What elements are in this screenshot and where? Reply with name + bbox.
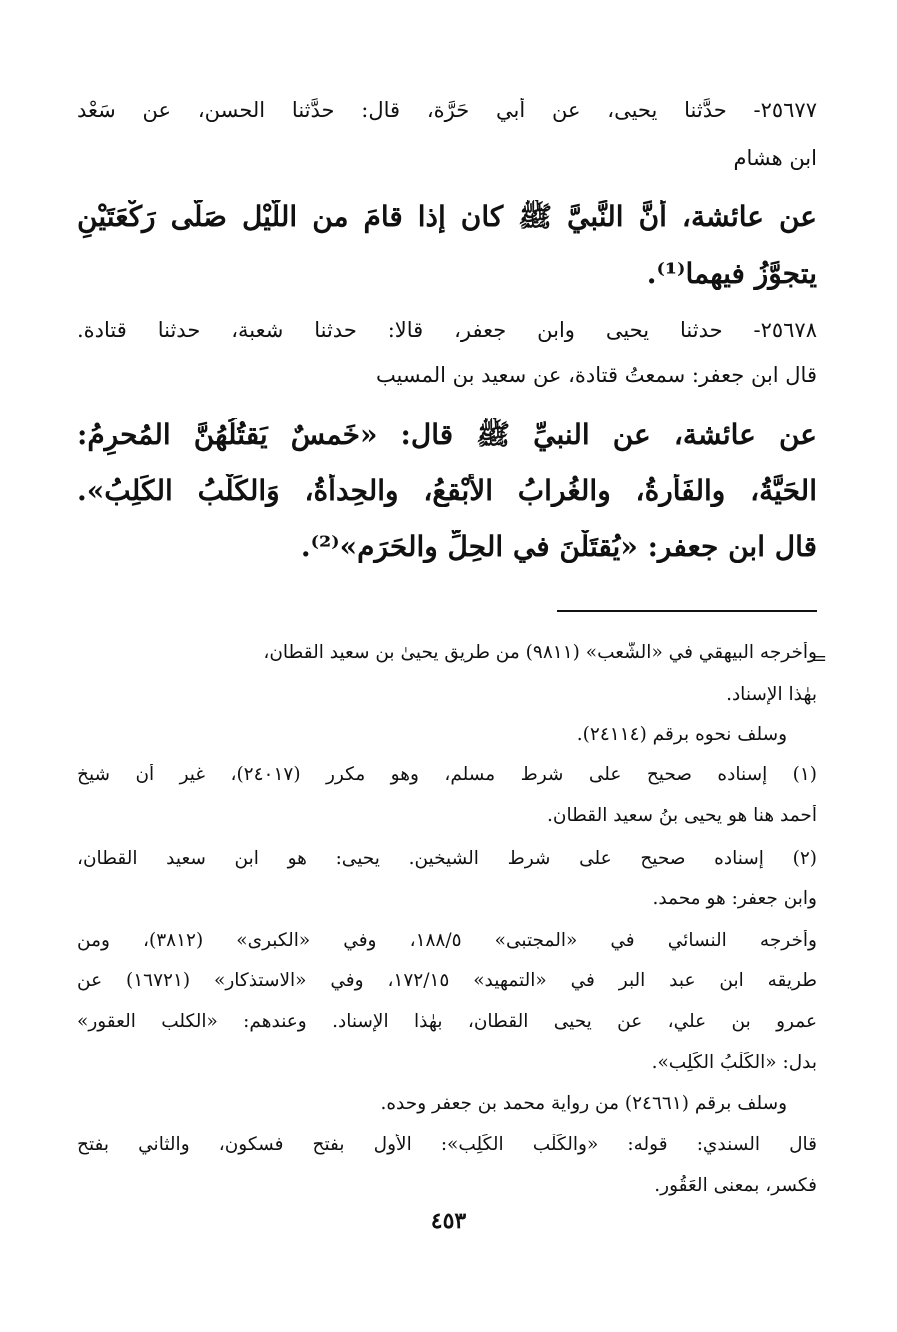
hadith-2-isnad-line-2: قال ابن جعفر: سمعتُ قتادة، عن سعيد بن المسيب [375,363,817,387]
footnote-line: (١) إسناده صحيح على شرط مسلم، وهو مكرر (٢٤٠١٧)، غير أن شيخ [77,764,817,785]
page-number: ٤٥٣ [430,1208,467,1234]
hadith-2-matn-line-1: عن عائشة، عن النبيِّ ﷺ قال: «خَمسٌ يَقتُلُهُنَّ المُحرِمُ: [77,418,817,451]
hadith-1-matn-line-2: يتجوَّزُ فيهما⁽¹⁾. [646,257,817,290]
footnote-line: وأخرجه النسائي في «المجتبى» ١٨٨/٥، وفي «الكبرى» (٣٨١٢)، ومن [77,930,817,951]
footnote-line: (٢) إسناده صحيح على شرط الشيخين. يحيى: هو ابن سعيد القطان، [77,848,817,869]
hadith-1-isnad-line-2: ابن هشام [733,146,817,170]
footnote-line: وابن جعفر: هو محمد. [652,888,817,909]
footnote-line: أحمد هنا هو يحيى بنُ سعيد القطان. [546,805,817,826]
footnote-line: وأخرجه البيهقي في «الشُّعب» (٩٨١١) من طريق يحيىٰ بن سعيد القطان، [263,642,817,663]
hadith-2-matn-line-3: قال ابن جعفر: «يُقتَلْنَ في الحِلِّ والحَرَم»⁽²⁾. [300,530,817,563]
hadith-1-matn-line-1: عن عائشة، أَنَّ النَّبيَّ ﷺ كان إذا قامَ من اللَّيْل صَلَّى رَكْعَتَيْنِ [77,200,817,233]
footnote-line: وسلف نحوه برقم (٢٤١١٤). [576,724,787,745]
hadith-2-isnad-line-1: ٢٥٦٧٨- حدثنا يحيى وابن جعفر، قالا: حدثنا شعبة، حدثنا قتادة. [77,318,817,342]
footnote-line: بدل: «الكَلْبُ الكَلِب». [651,1052,817,1073]
hadith-1-isnad-line-1: ٢٥٦٧٧- حدَّثنا يحيى، عن أبي حَرَّة، قال: حدَّثنا الحسن، عن سَعْد [77,98,817,122]
footnote-line: قال السندي: قوله: «والكَلْب الكَلِب»: الأول بفتح فسكون، والثاني بفتح [77,1134,817,1155]
footnote-separator [557,610,817,612]
footnote-line: عمرو بن علي، عن يحيى القطان، بهٰذا الإسناد. وعندهم: «الكلب العقور» [77,1011,817,1032]
footnote-line: فكسر، بمعنى العَقُور. [654,1175,817,1196]
footnote-continuation-mark: = [812,648,828,669]
footnote-line: وسلف برقم (٢٤٦٦١) من رواية محمد بن جعفر وحده. [380,1093,787,1114]
hadith-2-matn-line-2: الحَيَّةُ، والفَأْرةُ، والغُرابُ الأَبْقعُ، والحِدأَةُ، وَالكَلْبُ الكَلِبُ». [77,474,817,507]
footnote-line: طريقه ابن عبد البر في «التمهيد» ١٧٢/١٥، وفي «الاستذكار» (١٦٧٢١) عن [77,970,817,991]
footnote-line: بهٰذا الإسناد. [726,684,817,705]
